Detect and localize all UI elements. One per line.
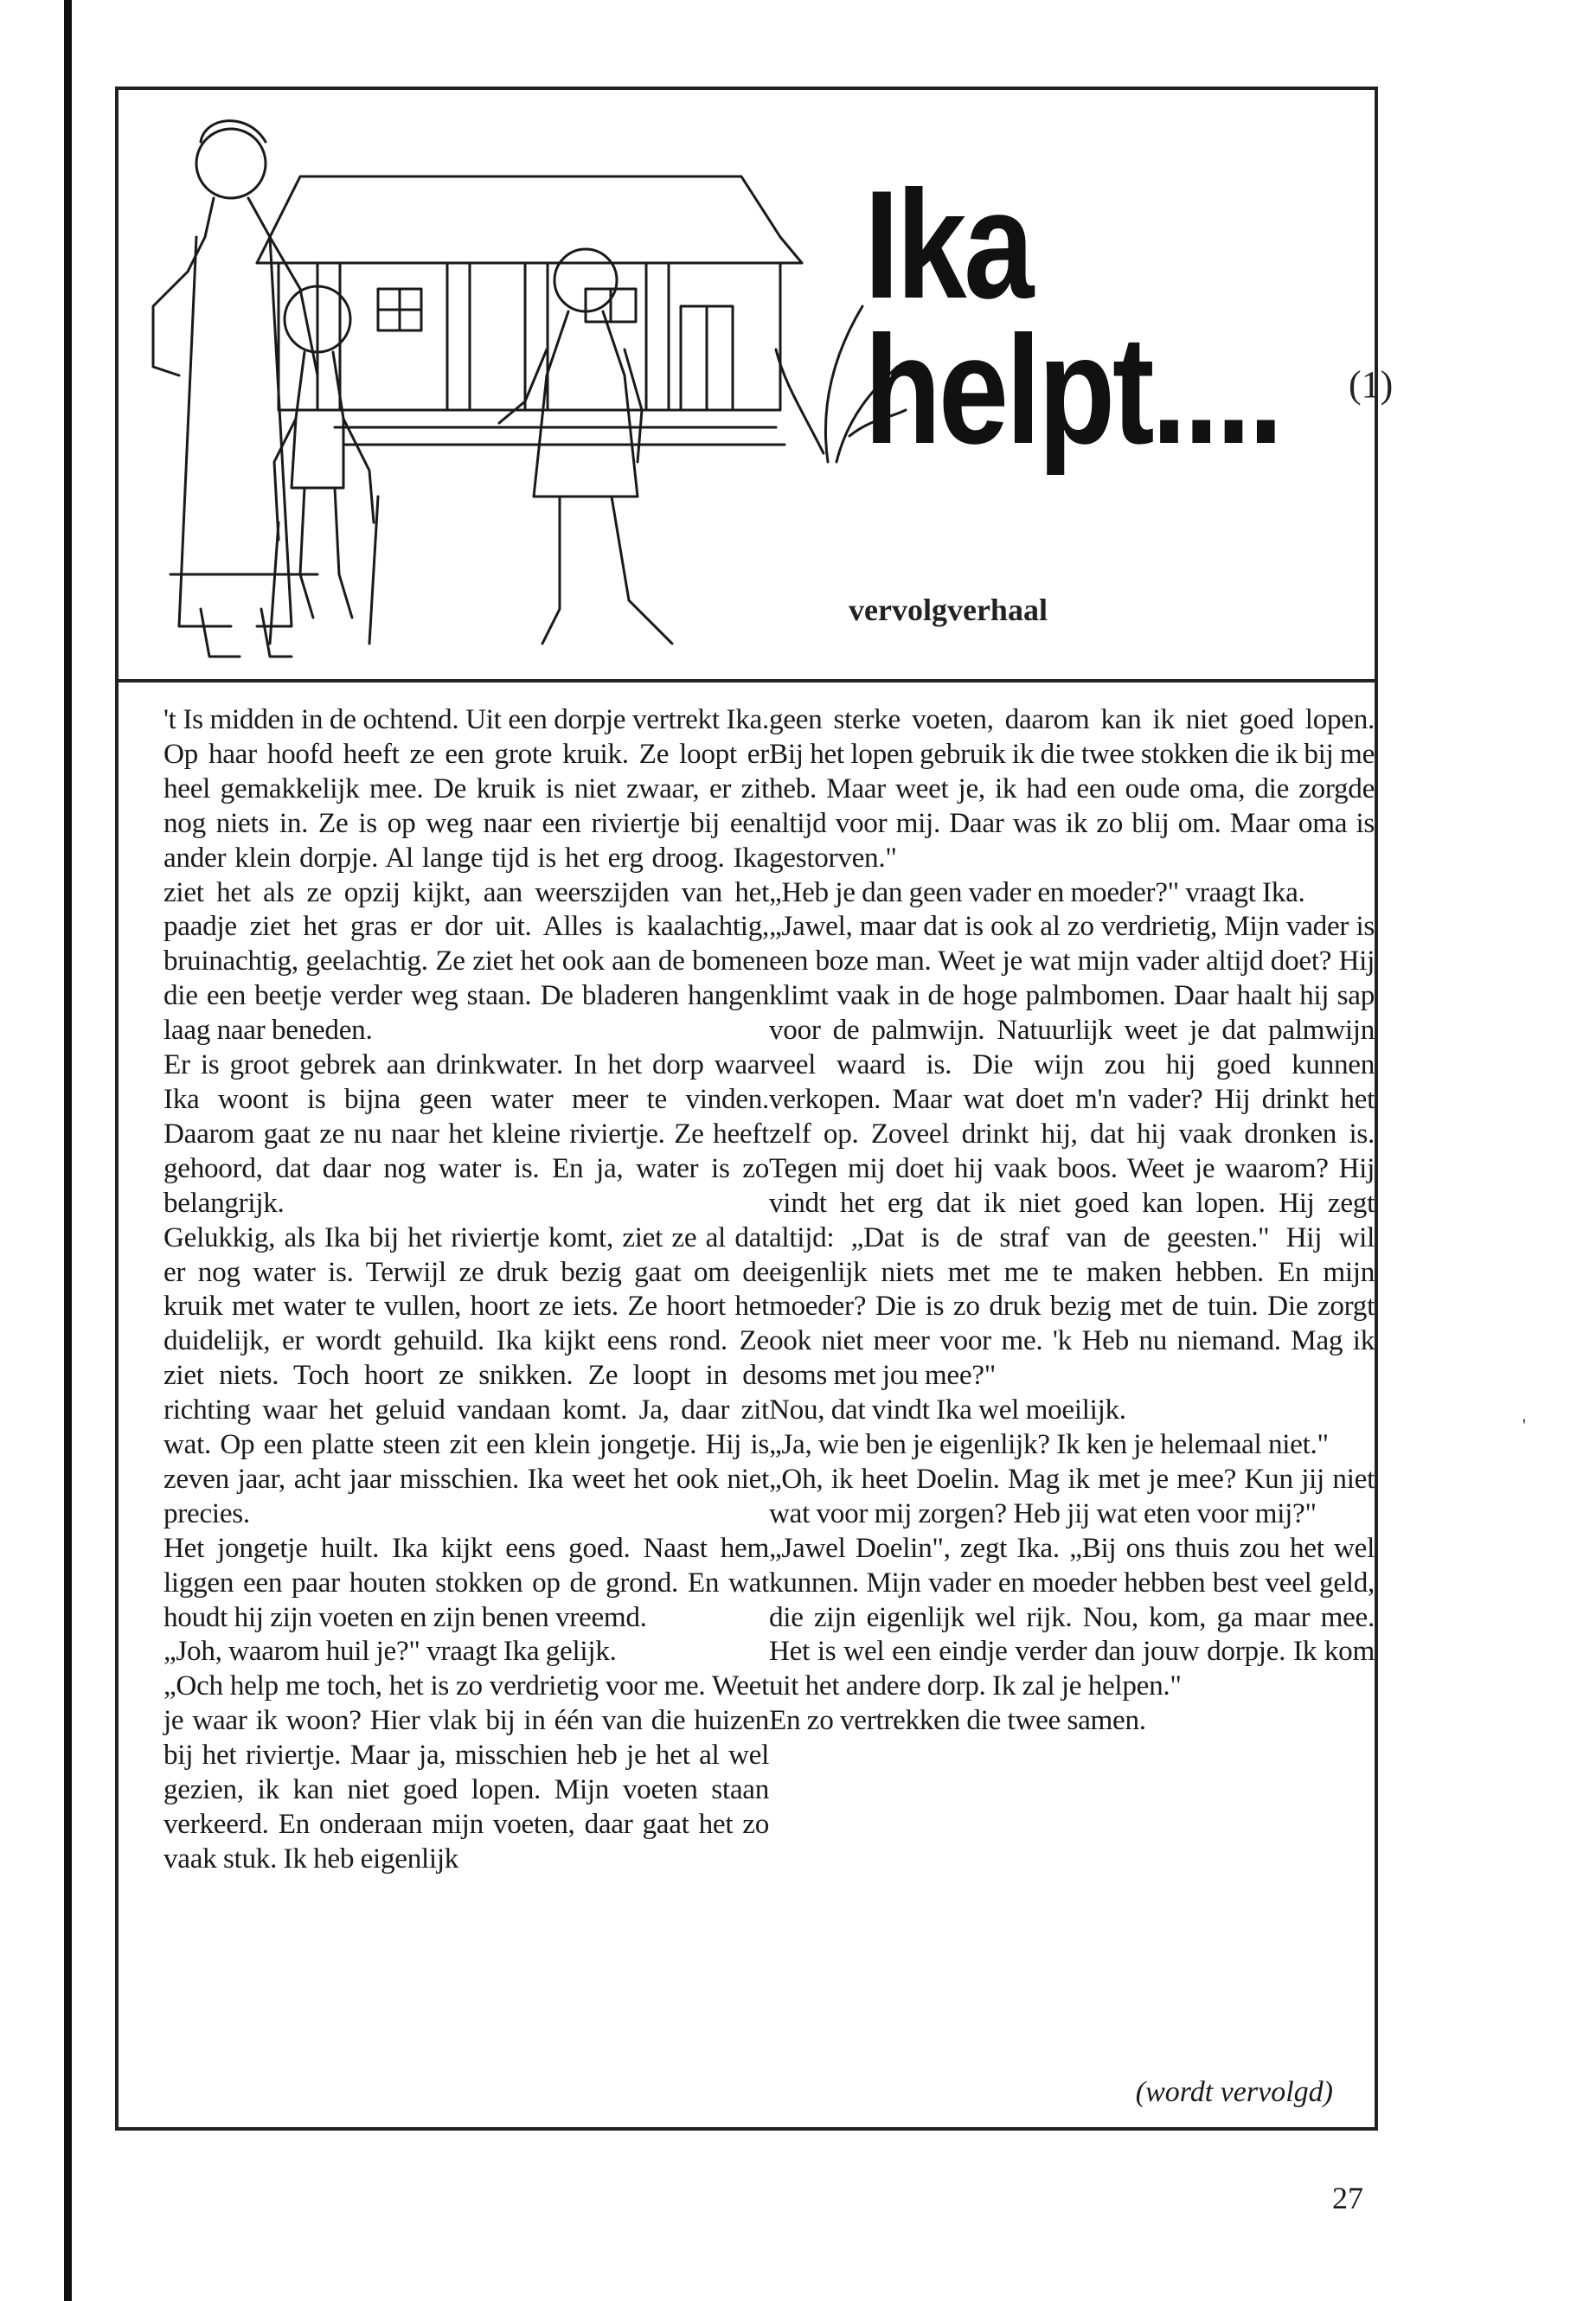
- paragraph: „Heb je dan geen vader en moeder?" vraagt Ika.: [769, 875, 1305, 908]
- paragraph: „Jawel Doelin", zegt Ika. „Bij ons thuis zou het wel kunnen. Mijn vader en moeder hebben best veel geld, die zijn eigenlijk wel rijk. Nou, kom, ga maar mee. Het is wel een eindje verder dan jouw dorpje. Ik kom uit het andere dorp. Ik zal je helpen.": [769, 1531, 1375, 1702]
- subtitle: vervolgverhaal: [849, 593, 1048, 627]
- paragraph: Er is groot gebrek aan drinkwater. In het dorp waar Ika woont is bijna geen water meer te vinden. Daarom gaat ze nu naar het kleine riviertje. Ze heeft gehoord, dat daar nog water is. En ja, water is zo belangrijk.: [163, 1048, 769, 1219]
- title-line-1: Ika: [864, 158, 1032, 330]
- part-number: (1): [1349, 363, 1394, 406]
- continued-note: (wordt vervolgd): [1135, 2076, 1333, 2108]
- village-scene-illustration: [119, 90, 923, 661]
- paragraph: „Jawel, maar dat is ook al zo verdrietig, Mijn vader is een boze man. Weet je wat mijn vader altijd doet? Hij klimt vaak in de hoge palmbomen. Daar haalt hij sap voor de palmwijn. Natuurlijk weet je dat palmwijn veel waard is. Die wijn zou hij goed kunnen verkopen. Maar wat doet m'n vader? Hij drinkt het zelf op. Zoveel drinkt hij, dat hij vaak dronken is. Tegen mij doet hij vaak boos. Weet je waarom? Hij vindt het erg dat ik niet goed kan lopen. Hij zegt altijd: „Dat is de straf van de geesten." Hij wil eigenlijk niets met me te maken hebben. En mijn moeder? Die is zo druk bezig met de tuin. Die zorgt ook niet meer voor me. 'k Heb nu niemand. Mag ik soms met jou mee?": [769, 910, 1375, 1392]
- page-number: 27: [1332, 2181, 1363, 2215]
- article-title: [864, 158, 1366, 476]
- paragraph: Nou, dat vindt Ika wel moeilijk.: [769, 1394, 1126, 1426]
- paragraph: Het jongetje huilt. Ika kijkt eens goed. Naast hem liggen een paar houten stokken op de grond. En wat houdt hij zijn voeten en zijn benen vreemd.: [163, 1531, 769, 1633]
- paragraph: Gelukkig, als Ika bij het riviertje komt, ziet ze al dat er nog water is. Terwijl ze druk bezig gaat om de kruik met water te vullen, hoort ze iets. Ze hoort het duidelijk, er wordt gehuild. Ika kijkt eens rond. Ze ziet niets. Toch hoort ze snikken. Ze loopt in de richting waar het geluid vandaan komt. Ja, daar zit wat. Op een platte steen zit een klein jongetje. Hij is zeven jaar, acht jaar misschien. Ika weet het ook niet precies.: [163, 1221, 769, 1529]
- stray-mark: ': [1522, 1414, 1526, 1436]
- title-line-2: helpt....: [864, 304, 1281, 476]
- paragraph: En zo vertrekken die twee samen.: [769, 1704, 1146, 1737]
- article-frame: [115, 87, 1394, 2131]
- paragraph: „Joh, waarom huil je?" vraagt Ika gelijk.: [163, 1635, 617, 1668]
- paragraph: 't Is midden in de ochtend. Uit een dorpje vertrekt Ika. Op haar hoofd heeft ze een grote kruik. Ze loopt er heel gemakkelijk mee. De kruik is niet zwaar, er zit nog niets in. Ze is op weg naar een riviertje bij een ander klein dorpje. Al lange tijd is het erg droog. Ika ziet het als ze opzij kijkt, aan weerszijden van het paadje ziet het gras er dor uit. Alles is kaalachtig, bruinachtig, geelachtig. Ze ziet het ook aan de bomen die een beetje verder weg staan. De bladeren hangen laag naar beneden.: [163, 703, 769, 1047]
- left-column: [163, 702, 769, 1876]
- right-column: [769, 702, 1375, 1738]
- binding-edge: [64, 0, 72, 2301]
- paragraph: „Oh, ik heet Doelin. Mag ik met je mee? Kun jij niet wat voor mij zorgen? Heb jij wat eten voor mij?": [769, 1462, 1375, 1529]
- paragraph: geen sterke voeten, daarom kan ik niet goed lopen. Bij het lopen gebruik ik die twee stokken die ik bij me heb. Maar weet je, ik had een oude oma, die zorgde altijd voor mij. Daar was ik zo blij om. Maar oma is gestorven.": [769, 703, 1375, 874]
- paragraph: „Och help me toch, het is zo verdrietig voor me. Weet je waar ik woon? Hier vlak bij in één van die huizen bij het riviertje. Maar ja, misschien heb je het al wel gezien, ik kan niet goed lopen. Mijn voeten staan verkeerd. En onderaan mijn voeten, daar gaat het zo vaak stuk. Ik heb eigenlijk: [163, 1670, 769, 1875]
- paragraph: „Ja, wie ben je eigenlijk? Ik ken je helemaal niet.": [769, 1428, 1329, 1461]
- header-box: [119, 90, 1394, 683]
